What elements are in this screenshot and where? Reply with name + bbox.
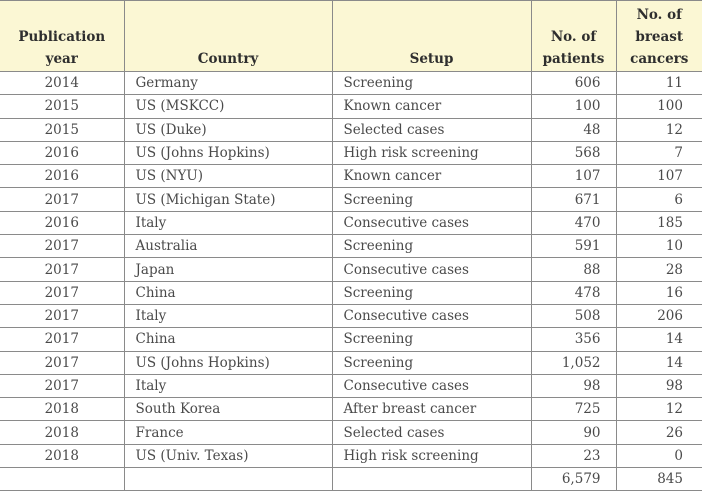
cell-patients: 478 xyxy=(531,281,616,304)
cell-country: US (Univ. Texas) xyxy=(124,444,332,467)
cell-patients: 107 xyxy=(531,165,616,188)
cell-year: 2017 xyxy=(0,188,124,211)
cell-country: Italy xyxy=(124,304,332,327)
cell-cancers: 12 xyxy=(616,398,702,421)
cell-year: 2016 xyxy=(0,211,124,234)
cell-cancers: 7 xyxy=(616,141,702,164)
cell-year: 2018 xyxy=(0,444,124,467)
cell-patients: 23 xyxy=(531,444,616,467)
cell-patients: 98 xyxy=(531,374,616,397)
cell-setup: High risk screening xyxy=(332,444,531,467)
cell-cancers: 12 xyxy=(616,118,702,141)
cell-country: Australia xyxy=(124,235,332,258)
cell-year: 2018 xyxy=(0,398,124,421)
cell-setup: Screening xyxy=(332,281,531,304)
cell-cancers: 10 xyxy=(616,235,702,258)
cell-setup: Selected cases xyxy=(332,421,531,444)
cell-setup: Consecutive cases xyxy=(332,258,531,281)
header-patients xyxy=(531,1,616,72)
header-patients-line-2: patients xyxy=(542,51,605,67)
cell-country: US (Duke) xyxy=(124,118,332,141)
cell-patients: 1,052 xyxy=(531,351,616,374)
header-cancers xyxy=(616,1,702,72)
cell-year: 2017 xyxy=(0,328,124,351)
cell-setup: Known cancer xyxy=(332,165,531,188)
cell-year: 2017 xyxy=(0,351,124,374)
cell-patients: 671 xyxy=(531,188,616,211)
cell-year: 2015 xyxy=(0,118,124,141)
cell-cancers: 6 xyxy=(616,188,702,211)
cell-patients: 100 xyxy=(531,95,616,118)
cell-patients: 508 xyxy=(531,304,616,327)
table-body xyxy=(0,72,702,491)
cell-year: 2017 xyxy=(0,304,124,327)
cell-setup: High risk screening xyxy=(332,141,531,164)
cell-setup: Screening xyxy=(332,235,531,258)
table-row xyxy=(0,72,702,95)
table-row xyxy=(0,235,702,258)
cell-setup: Screening xyxy=(332,188,531,211)
totals-row xyxy=(0,468,702,491)
header-year-line-2: year xyxy=(45,51,78,67)
cell-setup: Known cancer xyxy=(332,95,531,118)
cell-country: China xyxy=(124,328,332,351)
cell-patients: 356 xyxy=(531,328,616,351)
cell-year: 2016 xyxy=(0,165,124,188)
cell-setup: Consecutive cases xyxy=(332,374,531,397)
cell-setup: Screening xyxy=(332,351,531,374)
cell-country: France xyxy=(124,421,332,444)
cell-patients: 568 xyxy=(531,141,616,164)
cell-country: US (Johns Hopkins) xyxy=(124,351,332,374)
cell-cancers: 98 xyxy=(616,374,702,397)
cell-cancers: 11 xyxy=(616,72,702,95)
cell-setup: Consecutive cases xyxy=(332,211,531,234)
cell-cancers: 16 xyxy=(616,281,702,304)
table-row xyxy=(0,95,702,118)
cell-cancers: 107 xyxy=(616,165,702,188)
cell-patients: 90 xyxy=(531,421,616,444)
cell-patients: 88 xyxy=(531,258,616,281)
table-row xyxy=(0,118,702,141)
totals-empty-setup xyxy=(332,468,531,491)
total-cancers: 845 xyxy=(616,468,702,491)
cell-year: 2016 xyxy=(0,141,124,164)
cell-setup: Selected cases xyxy=(332,118,531,141)
table-row xyxy=(0,165,702,188)
table-row xyxy=(0,444,702,467)
cell-patients: 48 xyxy=(531,118,616,141)
cell-country: US (Michigan State) xyxy=(124,188,332,211)
cell-country: Italy xyxy=(124,211,332,234)
cell-country: South Korea xyxy=(124,398,332,421)
header-patients-line-1: No. of xyxy=(550,29,597,45)
cell-country: US (Johns Hopkins) xyxy=(124,141,332,164)
cell-setup: Screening xyxy=(332,328,531,351)
table-header xyxy=(0,1,702,72)
cell-cancers: 100 xyxy=(616,95,702,118)
header-year-line-1: Publication xyxy=(18,29,106,45)
cell-country: Germany xyxy=(124,72,332,95)
cell-setup: Consecutive cases xyxy=(332,304,531,327)
cell-patients: 470 xyxy=(531,211,616,234)
total-patients: 6,579 xyxy=(531,468,616,491)
header-publication-year xyxy=(0,1,124,72)
header-row xyxy=(0,1,702,72)
cell-patients: 725 xyxy=(531,398,616,421)
table-row xyxy=(0,398,702,421)
header-cancers-line-1: No. of xyxy=(636,7,682,23)
cell-cancers: 206 xyxy=(616,304,702,327)
table-row xyxy=(0,211,702,234)
cell-setup: After breast cancer xyxy=(332,398,531,421)
totals-empty-country xyxy=(124,468,332,491)
cell-year: 2017 xyxy=(0,258,124,281)
cell-country: China xyxy=(124,281,332,304)
header-cancers-line-3: cancers xyxy=(630,51,689,67)
table-row xyxy=(0,258,702,281)
cell-year: 2015 xyxy=(0,95,124,118)
cell-year: 2017 xyxy=(0,281,124,304)
cell-year: 2017 xyxy=(0,374,124,397)
table-row xyxy=(0,328,702,351)
table-row xyxy=(0,188,702,211)
cell-country: Italy xyxy=(124,374,332,397)
cell-year: 2014 xyxy=(0,72,124,95)
cell-cancers: 14 xyxy=(616,351,702,374)
table-row xyxy=(0,141,702,164)
cell-patients: 606 xyxy=(531,72,616,95)
cell-cancers: 28 xyxy=(616,258,702,281)
table-row xyxy=(0,421,702,444)
table-row xyxy=(0,374,702,397)
cell-country: US (MSKCC) xyxy=(124,95,332,118)
cell-cancers: 26 xyxy=(616,421,702,444)
table-row xyxy=(0,281,702,304)
cell-year: 2017 xyxy=(0,235,124,258)
table-row xyxy=(0,304,702,327)
cell-cancers: 185 xyxy=(616,211,702,234)
cell-year: 2018 xyxy=(0,421,124,444)
header-setup: Setup xyxy=(332,1,531,72)
cell-country: US (NYU) xyxy=(124,165,332,188)
totals-empty-year xyxy=(0,468,124,491)
header-country: Country xyxy=(124,1,332,72)
cell-patients: 591 xyxy=(531,235,616,258)
cell-setup: Screening xyxy=(332,72,531,95)
cell-country: Japan xyxy=(124,258,332,281)
table-row xyxy=(0,351,702,374)
cell-cancers: 14 xyxy=(616,328,702,351)
header-cancers-line-2: breast xyxy=(635,29,684,45)
cell-cancers: 0 xyxy=(616,444,702,467)
